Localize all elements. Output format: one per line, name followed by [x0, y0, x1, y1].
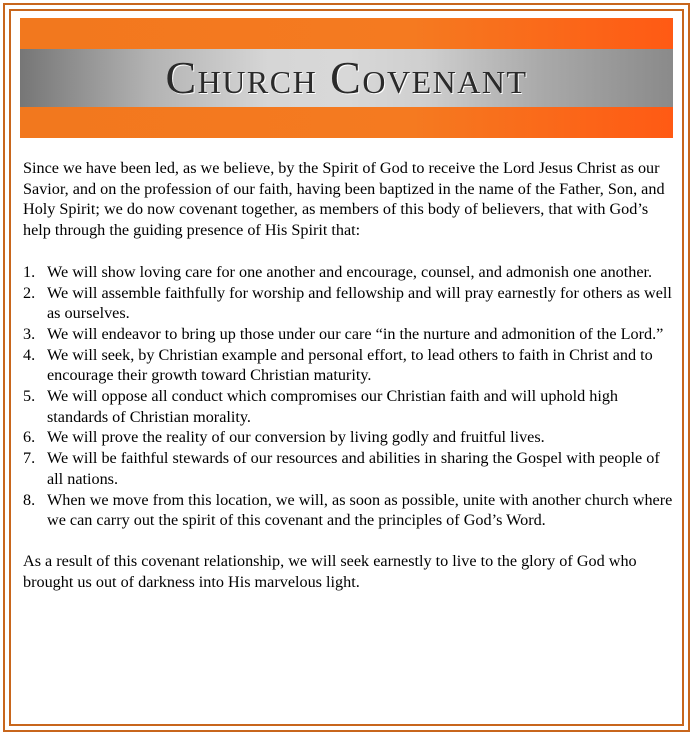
- list-item: [23, 324, 675, 345]
- page-title: Church Covenant: [165, 52, 528, 103]
- intro-paragraph: Since we have been led, as we believe, by the Spirit of God to receive the Lord Jesus Christ as our Savior, and on the profession of our faith, having been baptized in the name of the Father, Son, and Holy Spirit; we do now covenant together, as members of this body of believers, that with God’s help through the guiding presence of His Spirit that:: [23, 159, 665, 240]
- list-item: [23, 427, 675, 448]
- list-item: [23, 262, 675, 283]
- list-item-number: 4.: [23, 345, 36, 364]
- list-item-number: 8.: [23, 490, 36, 509]
- list-item-number: 1.: [23, 262, 36, 281]
- list-item-text: We will oppose all conduct which compromises our Christian faith and will uphold high standards of Christian morality.: [47, 387, 619, 426]
- list-item-text: We will endeavor to bring up those under our care “in the nurture and admonition of the Lord.”: [47, 324, 664, 343]
- list-item-number: 5.: [23, 387, 36, 406]
- list-item-text: We will assemble faithfully for worship and fellowship and will pray earnestly for others as well as ourselves.: [47, 283, 672, 323]
- list-item-number: 2.: [23, 283, 36, 302]
- list-item-number: 3.: [23, 324, 36, 343]
- closing-paragraph: As a result of this covenant relationship, we will seek earnestly to live to the glory of God who brought us out of darkness into His marvelous light.: [23, 551, 637, 591]
- covenant-list: [23, 262, 675, 531]
- list-item-text: We will be faithful stewards of our resources and abilities in sharing the Gospel with people of all nations.: [47, 449, 660, 488]
- list-item-text: We will show loving care for one another and encourage, counsel, and admonish one another.: [47, 262, 653, 281]
- list-item-text: We will prove the reality of our conversion by living godly and fruitful lives.: [47, 428, 545, 447]
- covenant-body: [23, 158, 675, 592]
- list-item: [23, 386, 675, 427]
- title-banner: [20, 18, 673, 138]
- list-item-text: When we move from this location, we will, as soon as possible, unite with another church where we can carry out the spirit of this covenant and the principles of God’s Word.: [47, 490, 673, 530]
- list-item: [23, 448, 675, 489]
- list-item-text: We will seek, by Christian example and personal effort, to lead others to faith in Christ and to encourage their growth toward Christian maturity.: [47, 345, 653, 385]
- list-item: [23, 283, 675, 324]
- list-item: [23, 345, 675, 386]
- list-item-number: 7.: [23, 449, 36, 468]
- list-item-number: 6.: [23, 428, 36, 447]
- title-strip: [20, 49, 673, 107]
- list-item: [23, 490, 675, 531]
